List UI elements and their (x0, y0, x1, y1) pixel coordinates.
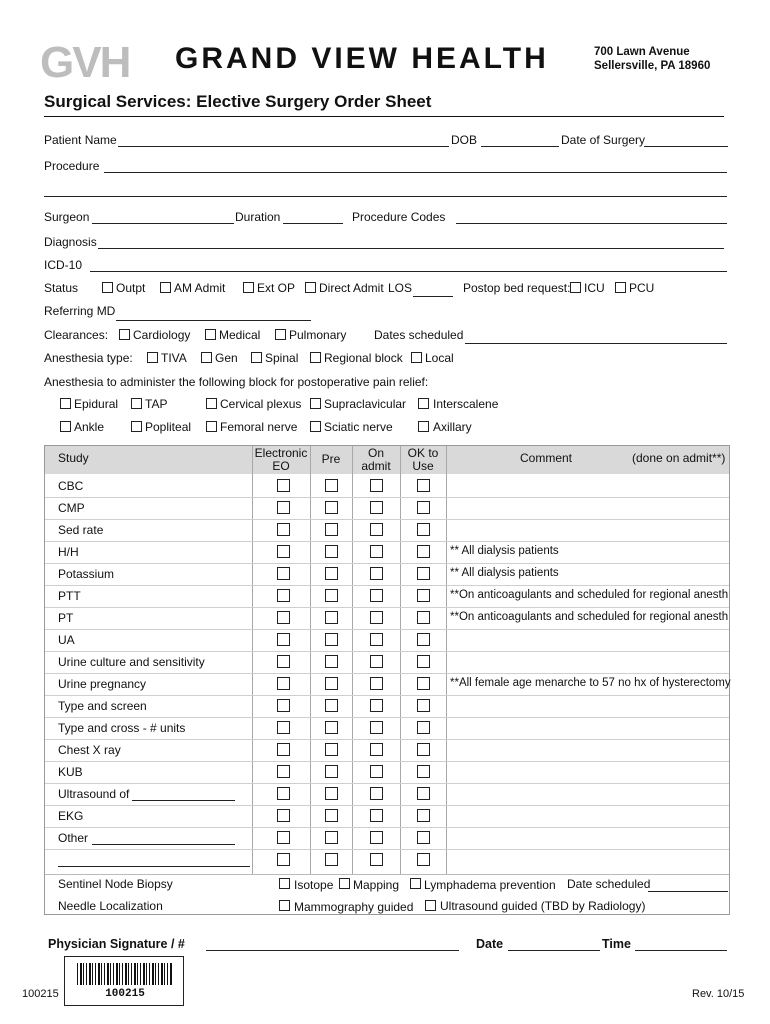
ok-to-use-checkbox[interactable] (417, 853, 430, 866)
icu-label: ICU (584, 281, 605, 295)
row-divider (45, 607, 729, 608)
col-sep (310, 446, 311, 874)
diagnosis-label: Diagnosis (44, 235, 97, 249)
cervical-plexus-label: Cervical plexus (220, 397, 302, 411)
header-pre: Pre (321, 452, 341, 466)
ok-to-use-checkbox[interactable] (417, 787, 430, 800)
ultrasound-guided-label: Ultrasound guided (TBD by Radiology) (440, 899, 646, 913)
pre-checkbox[interactable] (325, 787, 338, 800)
ok-to-use-checkbox[interactable] (417, 831, 430, 844)
row-divider (45, 827, 729, 828)
pulmonary-label: Pulmonary (289, 328, 347, 342)
diagnosis-field[interactable] (98, 248, 724, 249)
electronic-eo-checkbox[interactable] (277, 655, 290, 668)
femoral-nerve-checkbox[interactable] (206, 421, 217, 432)
anesthesia-type-label: Anesthesia type: (44, 351, 133, 365)
interscalene-checkbox[interactable] (418, 398, 429, 409)
title-rule (44, 116, 724, 117)
study-comment: **On anticoagulants and scheduled for regional anesth (450, 589, 729, 601)
footer-time-field[interactable] (635, 950, 727, 951)
status-label: Status (44, 281, 79, 295)
header-eo: EO (272, 459, 290, 473)
study-comment: ** All dialysis patients (450, 545, 559, 557)
icd10-field[interactable] (90, 271, 727, 272)
dates-scheduled-label: Dates scheduled (374, 328, 464, 342)
date-label: Date (476, 937, 504, 951)
electronic-eo-checkbox[interactable] (277, 501, 290, 514)
pre-checkbox[interactable] (325, 523, 338, 536)
block-intro-text: Anesthesia to administer the following block for postoperative pain relief: (44, 375, 429, 389)
study-name: Urine culture and sensitivity (58, 655, 205, 669)
cardiology-checkbox[interactable] (119, 329, 130, 340)
barcode-number: 100215 (105, 988, 145, 1000)
ok-to-use-checkbox[interactable] (417, 479, 430, 492)
row-divider (45, 673, 729, 674)
study-name: CMP (58, 501, 85, 515)
study-name: EKG (58, 809, 84, 823)
ok-to-use-checkbox[interactable] (417, 809, 430, 822)
electronic-eo-checkbox[interactable] (277, 633, 290, 646)
study-name: PTT (58, 589, 81, 603)
on-admit-checkbox[interactable] (370, 545, 383, 558)
gen-checkbox[interactable] (201, 352, 212, 363)
pre-checkbox[interactable] (325, 699, 338, 712)
dob-field[interactable] (481, 146, 559, 147)
ultrasound-guided-checkbox[interactable] (425, 900, 436, 911)
sciatic-nerve-label: Sciatic nerve (324, 420, 393, 434)
study-name: PT (58, 611, 74, 625)
pre-checkbox[interactable] (325, 655, 338, 668)
row-divider (45, 805, 729, 806)
dates-scheduled-field[interactable] (465, 343, 727, 344)
ok-to-use-checkbox[interactable] (417, 677, 430, 690)
study-comment: ** All dialysis patients (450, 567, 559, 579)
ok-to-use-checkbox[interactable] (417, 765, 430, 778)
epidural-label: Epidural (74, 397, 119, 411)
header-study: Study (58, 451, 89, 465)
ok-to-use-checkbox[interactable] (417, 699, 430, 712)
ankle-label: Ankle (74, 420, 105, 434)
row-divider (45, 849, 729, 850)
medical-checkbox[interactable] (205, 329, 216, 340)
electronic-eo-checkbox[interactable] (277, 699, 290, 712)
tiva-label: TIVA (161, 351, 187, 365)
logo-text: GRAND VIEW HEALTH (175, 42, 549, 75)
procedure-codes-field[interactable] (456, 223, 727, 224)
pre-checkbox[interactable] (325, 831, 338, 844)
mapping-checkbox[interactable] (339, 878, 350, 889)
medical-label: Medical (219, 328, 261, 342)
pre-checkbox[interactable] (325, 677, 338, 690)
row-divider (45, 739, 729, 740)
form-number: 100215 (22, 988, 59, 1000)
electronic-eo-checkbox[interactable] (277, 677, 290, 690)
pre-checkbox[interactable] (325, 479, 338, 492)
electronic-eo-checkbox[interactable] (277, 787, 290, 800)
study-name: Chest X ray (58, 743, 121, 757)
on-admit-checkbox[interactable] (370, 501, 383, 514)
study-name: Urine pregnancy (58, 677, 147, 691)
pre-checkbox[interactable] (325, 853, 338, 866)
address-line-1: 700 Lawn Avenue (594, 46, 690, 58)
ok-to-use-checkbox[interactable] (417, 633, 430, 646)
row-divider (45, 695, 729, 696)
axillary-label: Axillary (433, 420, 472, 434)
status-ext-op-label: Ext OP (257, 281, 296, 295)
procedure-field-line-2[interactable] (44, 196, 727, 197)
physician-signature-label: Physician Signature / # (48, 937, 185, 951)
header-admit: admit (361, 459, 391, 473)
on-admit-checkbox[interactable] (370, 831, 383, 844)
icu-checkbox[interactable] (570, 282, 581, 293)
electronic-eo-checkbox[interactable] (277, 611, 290, 624)
local-checkbox[interactable] (411, 352, 422, 363)
status-am-admit-label: AM Admit (174, 281, 226, 295)
electronic-eo-checkbox[interactable] (277, 853, 290, 866)
electronic-eo-checkbox[interactable] (277, 831, 290, 844)
on-admit-checkbox[interactable] (370, 611, 383, 624)
header-comment: Comment (520, 451, 573, 465)
address-line-2: Sellersville, PA 18960 (594, 60, 711, 72)
on-admit-checkbox[interactable] (370, 765, 383, 778)
referring-md-field[interactable] (116, 320, 311, 321)
ultrasound-of-field[interactable] (132, 800, 235, 801)
physician-signature-field[interactable] (206, 950, 459, 951)
popliteal-checkbox[interactable] (131, 421, 142, 432)
study-name: KUB (58, 765, 83, 779)
col-sep (352, 446, 353, 874)
page-title: Surgical Services: Elective Surgery Order Sheet (44, 92, 432, 111)
tap-label: TAP (145, 397, 168, 411)
on-admit-checkbox[interactable] (370, 699, 383, 712)
ok-to-use-checkbox[interactable] (417, 567, 430, 580)
axillary-checkbox[interactable] (418, 421, 429, 432)
electronic-eo-checkbox[interactable] (277, 809, 290, 822)
sentinel-label: Sentinel Node Biopsy (58, 877, 173, 891)
header-ok-to: OK to (407, 446, 439, 460)
study-name: Sed rate (58, 523, 104, 537)
revision-label: Rev. 10/15 (692, 988, 745, 1000)
electronic-eo-checkbox[interactable] (277, 589, 290, 602)
study-name: Other (58, 831, 89, 845)
date-scheduled-field[interactable] (648, 891, 728, 892)
study-name: Ultrasound of (58, 787, 130, 801)
cardiology-label: Cardiology (133, 328, 191, 342)
header-done-on-admit: (done on admit**) (632, 451, 726, 465)
barcode (64, 956, 184, 1006)
lymphadema-label: Lymphadema prevention (424, 878, 556, 892)
status-am-admit-checkbox[interactable] (160, 282, 171, 293)
on-admit-checkbox[interactable] (370, 633, 383, 646)
clearances-label: Clearances: (44, 328, 109, 342)
row-divider (45, 783, 729, 784)
on-admit-checkbox[interactable] (370, 787, 383, 800)
ok-to-use-checkbox[interactable] (417, 611, 430, 624)
cervical-plexus-checkbox[interactable] (206, 398, 217, 409)
mammography-guided-checkbox[interactable] (279, 900, 290, 911)
study-name: UA (58, 633, 75, 647)
pre-checkbox[interactable] (325, 501, 338, 514)
pre-checkbox[interactable] (325, 633, 338, 646)
ok-to-use-checkbox[interactable] (417, 501, 430, 514)
electronic-eo-checkbox[interactable] (277, 523, 290, 536)
pulmonary-checkbox[interactable] (275, 329, 286, 340)
row-divider (45, 497, 729, 498)
femoral-nerve-label: Femoral nerve (220, 420, 298, 434)
status-direct-admit-checkbox[interactable] (305, 282, 316, 293)
procedure-field[interactable] (104, 172, 727, 173)
time-label: Time (602, 937, 631, 951)
icd10-label: ICD-10 (44, 258, 83, 272)
pcu-label: PCU (629, 281, 655, 295)
pcu-checkbox[interactable] (615, 282, 626, 293)
row-divider (45, 717, 729, 718)
dob-label: DOB (451, 133, 478, 147)
ok-to-use-checkbox[interactable] (417, 655, 430, 668)
on-admit-checkbox[interactable] (370, 589, 383, 602)
other-field[interactable] (92, 844, 235, 845)
pre-checkbox[interactable] (325, 809, 338, 822)
header-electronic: Electronic (254, 446, 308, 460)
col-sep (446, 446, 447, 874)
los-label: LOS (388, 281, 413, 295)
study-name: H/H (58, 545, 79, 559)
ok-to-use-checkbox[interactable] (417, 523, 430, 536)
row-divider (45, 761, 729, 762)
study-name: CBC (58, 479, 84, 493)
on-admit-checkbox[interactable] (370, 655, 383, 668)
col-sep (252, 446, 253, 874)
electronic-eo-checkbox[interactable] (277, 479, 290, 492)
on-admit-checkbox[interactable] (370, 523, 383, 536)
study-name: Type and cross - # units (58, 721, 186, 735)
pre-checkbox[interactable] (325, 765, 338, 778)
study-comment: **On anticoagulants and scheduled for regional anesth (450, 611, 729, 623)
supraclavicular-label: Supraclavicular (324, 397, 407, 411)
duration-label: Duration (235, 210, 281, 224)
ok-to-use-checkbox[interactable] (417, 721, 430, 734)
row-divider (45, 519, 729, 520)
on-admit-checkbox[interactable] (370, 721, 383, 734)
row-divider (45, 651, 729, 652)
footer-date-field[interactable] (508, 950, 600, 951)
lymphadema-checkbox[interactable] (410, 878, 421, 889)
needle-localization-label: Needle Localization (58, 899, 163, 913)
on-admit-checkbox[interactable] (370, 853, 383, 866)
referring-md-label: Referring MD (44, 304, 116, 318)
sciatic-nerve-checkbox[interactable] (310, 421, 321, 432)
los-field[interactable] (413, 296, 453, 297)
row-divider (45, 585, 729, 586)
ok-to-use-checkbox[interactable] (417, 743, 430, 756)
ok-to-use-checkbox[interactable] (417, 589, 430, 602)
pre-checkbox[interactable] (325, 589, 338, 602)
patient-name-field[interactable] (118, 146, 449, 147)
electronic-eo-checkbox[interactable] (277, 765, 290, 778)
pre-checkbox[interactable] (325, 611, 338, 624)
regional-block-checkbox[interactable] (310, 352, 321, 363)
mammography-guided-label: Mammography guided (294, 900, 414, 914)
status-ext-op-checkbox[interactable] (243, 282, 254, 293)
pre-checkbox[interactable] (325, 721, 338, 734)
surgeon-field[interactable] (92, 223, 234, 224)
row-divider (45, 563, 729, 564)
duration-field[interactable] (283, 223, 343, 224)
date-of-surgery-field[interactable] (644, 146, 728, 147)
isotope-checkbox[interactable] (279, 878, 290, 889)
row-divider (45, 629, 729, 630)
postop-bed-label: Postop bed request: (463, 281, 571, 295)
electronic-eo-checkbox[interactable] (277, 545, 290, 558)
local-label: Local (425, 351, 454, 365)
electronic-eo-checkbox[interactable] (277, 567, 290, 580)
header-on: On (367, 446, 384, 460)
electronic-eo-checkbox[interactable] (277, 743, 290, 756)
on-admit-checkbox[interactable] (370, 809, 383, 822)
patient-name-label: Patient Name (44, 133, 117, 147)
spinal-label: Spinal (265, 351, 299, 365)
status-outpt-checkbox[interactable] (102, 282, 113, 293)
date-scheduled-label: Date scheduled (567, 877, 651, 891)
row-divider (45, 874, 729, 875)
on-admit-checkbox[interactable] (370, 677, 383, 690)
surgeon-label: Surgeon (44, 210, 90, 224)
logo-mark: GVH (40, 38, 130, 87)
interscalene-label: Interscalene (433, 397, 499, 411)
study-name: Potassium (58, 567, 115, 581)
epidural-checkbox[interactable] (60, 398, 71, 409)
on-admit-checkbox[interactable] (370, 567, 383, 580)
other-field-line-2[interactable] (58, 866, 250, 867)
mapping-label: Mapping (353, 878, 400, 892)
ankle-checkbox[interactable] (60, 421, 71, 432)
supraclavicular-checkbox[interactable] (310, 398, 321, 409)
status-outpt-label: Outpt (116, 281, 146, 295)
pre-checkbox[interactable] (325, 743, 338, 756)
isotope-label: Isotope (294, 878, 334, 892)
on-admit-checkbox[interactable] (370, 743, 383, 756)
tap-checkbox[interactable] (131, 398, 142, 409)
ok-to-use-checkbox[interactable] (417, 545, 430, 558)
popliteal-label: Popliteal (145, 420, 192, 434)
gen-label: Gen (215, 351, 238, 365)
procedure-label: Procedure (44, 159, 100, 173)
tiva-checkbox[interactable] (147, 352, 158, 363)
study-comment: **All female age menarche to 57 no hx of hysterectomy (450, 677, 731, 689)
col-sep (400, 446, 401, 874)
regional-block-label: Regional block (324, 351, 403, 365)
header-use: Use (412, 459, 434, 473)
on-admit-checkbox[interactable] (370, 479, 383, 492)
electronic-eo-checkbox[interactable] (277, 721, 290, 734)
spinal-checkbox[interactable] (251, 352, 262, 363)
date-of-surgery-label: Date of Surgery (561, 133, 646, 147)
study-name: Type and screen (58, 699, 147, 713)
pre-checkbox[interactable] (325, 545, 338, 558)
status-direct-admit-label: Direct Admit (319, 281, 384, 295)
row-divider (45, 541, 729, 542)
pre-checkbox[interactable] (325, 567, 338, 580)
procedure-codes-label: Procedure Codes (352, 210, 446, 224)
barcode-bars (77, 963, 173, 985)
